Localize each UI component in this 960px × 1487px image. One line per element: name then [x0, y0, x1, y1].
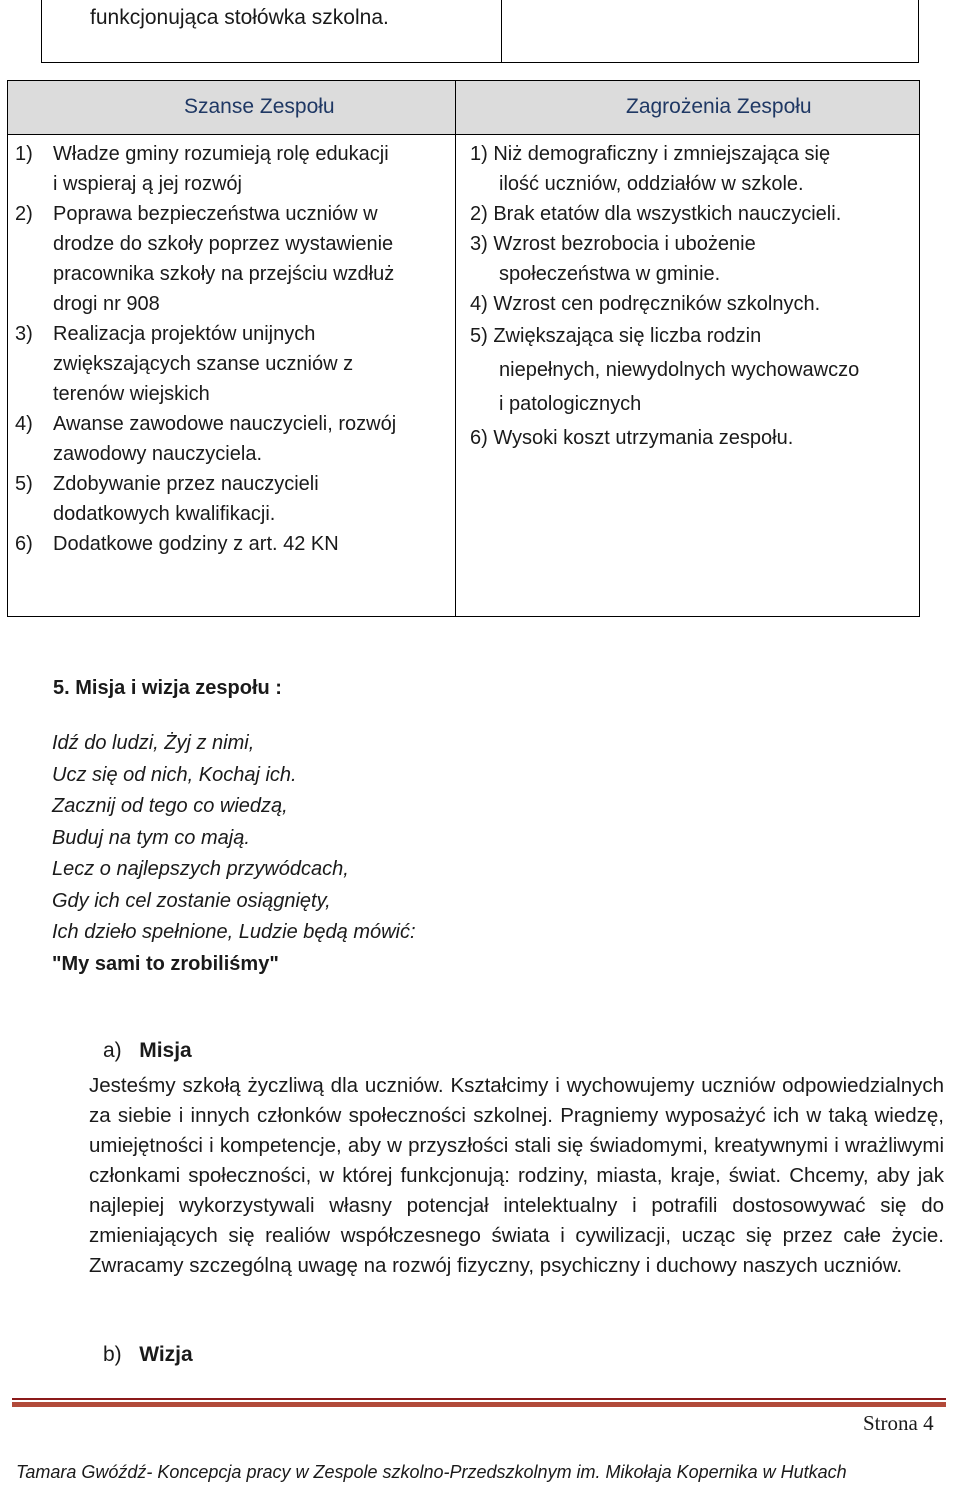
motto-line: "My sami to zrobiliśmy": [52, 952, 279, 975]
vision-heading: [103, 1343, 193, 1367]
threats-list: [470, 139, 910, 455]
page-number: Strona 4: [863, 1411, 934, 1435]
motto-line: Idź do ludzi, Żyj z nimi,: [52, 732, 255, 754]
motto-line: Lecz o najlepszych przywódcach,: [52, 858, 349, 880]
motto-poem: [52, 728, 416, 980]
list-item: 6) Wysoki koszt utrzymania zespołu.: [470, 427, 794, 449]
list-item: 3) Wzrost bezrobocia i ubożenie społeczeństwa w gminie.: [470, 233, 756, 285]
vision-title: Wizja: [139, 1343, 193, 1366]
list-item: 5) Zwiększająca się liczba rodzin niepełnych, niewydolnych wychowawczo i patologicznych: [470, 325, 860, 415]
opportunities-list: [15, 139, 447, 559]
threats-title: Zagrożenia Zespołu: [626, 95, 812, 118]
table-divider: [501, 0, 502, 62]
top-row-text: funkcjonująca stołówka szkolna.: [90, 6, 389, 29]
motto-line: Ich dzieło spełnione, Ludzie będą mówić:: [52, 921, 416, 943]
list-item: 3) Realizacja projektów unijnych zwiększających szanse uczniów z terenów wiejskich: [15, 323, 354, 405]
list-item: 2) Poprawa bezpieczeństwa uczniów w drodze do szkoły poprzez wystawienie pracownika szkoły na przejściu wzdłuż drogi nr 908: [15, 203, 395, 315]
mission-text: Jesteśmy szkołą życzliwą dla uczniów. Kształcimy i wychowujemy uczniów odpowiedzialnych za siebie i innych członków społeczności szkolnej. Pragniemy wyposażyć ich w taką wiedzę, umiejętności i kompetencje, aby w przyszłości stali się świadomymi, kreatywnymi i wrażliwymi członkami społeczności, w której funkcjonują: rodziny, miasta, kraje, świat. Chcemy, aby jak najlepiej wykorzystywali własny potencjał intelektualny i potrafili dostosowywać się do zmieniających się realiów współczesnego świata i cywilizacji, ucząc się przez całe życie. Zwracamy szczególną uwagę na rozwój fizyczny, psychiczny i duchowy naszych uczniów.: [89, 1074, 944, 1277]
motto-line: Buduj na tym co mają.: [52, 826, 250, 849]
list-item: 4) Wzrost cen podręczników szkolnych.: [470, 293, 821, 315]
footer-divider: [12, 1398, 946, 1400]
table-divider: [455, 81, 456, 616]
list-item: 2) Brak etatów dla wszystkich nauczycieli.: [470, 203, 842, 225]
list-item: 1) Władze gminy rozumieją rolę edukacji i wspieraj ą jej rozwój: [15, 143, 389, 195]
motto-line: Ucz się od nich, Kochaj ich.: [52, 763, 297, 786]
threats-header: [456, 81, 919, 135]
list-item: 1) Niż demograficzny i zmniejszająca się ilość uczniów, oddziałów w szkole.: [470, 143, 831, 195]
footer-text: Tamara Gwóźdź- Koncepcja pracy w Zespole szkolno-Przedszkolnym im. Mikołaja Kopernika w Hutkach: [16, 1462, 847, 1482]
list-item: 4) Awanse zawodowe nauczycieli, rozwój zawodowy nauczyciela.: [15, 413, 397, 465]
swot-table: [7, 80, 920, 617]
list-item: 5) Zdobywanie przez nauczycieli dodatkowych kwalifikacji.: [15, 473, 319, 525]
opportunities-header: [8, 81, 455, 135]
mission-marker: a): [103, 1039, 122, 1062]
list-item: 6) Dodatkowe godziny z art. 42 KN: [15, 533, 339, 555]
mission-title: Misja: [139, 1039, 192, 1062]
vision-marker: b): [103, 1343, 122, 1366]
motto-line: Gdy ich cel zostanie osiągnięty,: [52, 889, 331, 912]
top-table-row: [41, 0, 919, 63]
opportunities-title: Szanse Zespołu: [184, 95, 335, 118]
footer-divider: [12, 1402, 946, 1407]
section-heading: 5. Misja i wizja zespołu :: [53, 677, 282, 699]
motto-line: Zacznij od tego co wiedzą,: [52, 795, 288, 817]
mission-heading: [103, 1039, 192, 1063]
